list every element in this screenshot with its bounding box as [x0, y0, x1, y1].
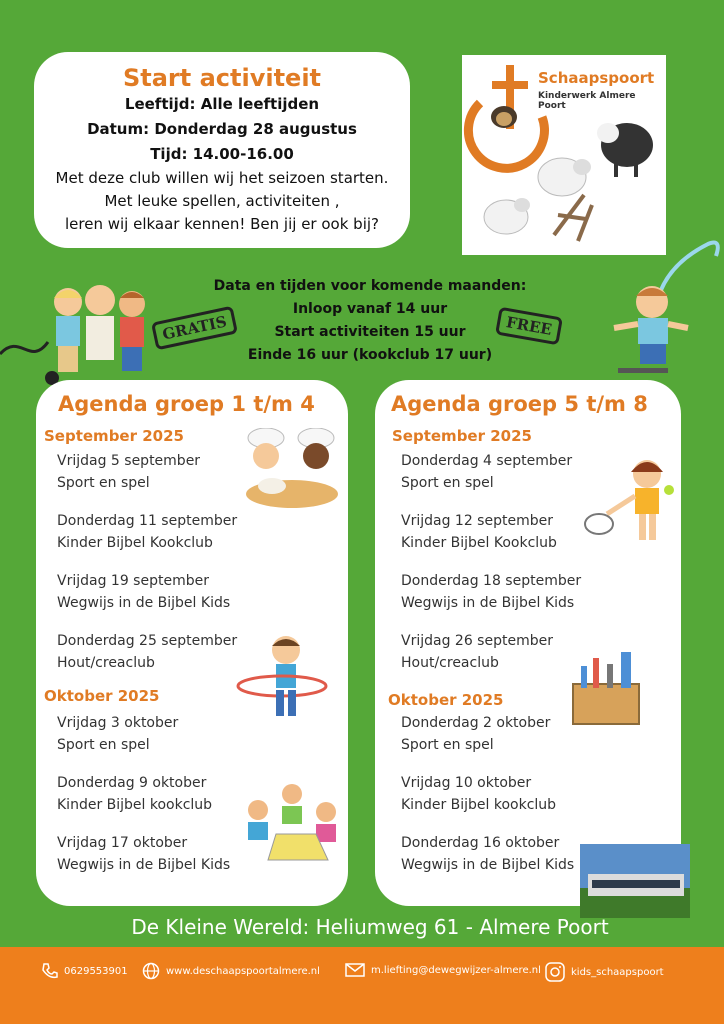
hula-hoop-kid-illustration-icon	[236, 632, 328, 724]
list-item: Vrijdag 19 september Wegwijs in de Bijbel Kids	[57, 573, 231, 611]
footer-bar	[0, 947, 724, 1024]
tennis-girl-illustration-icon	[581, 456, 677, 548]
list-item: Vrijdag 10 oktober Kinder Bijbel kookclub	[401, 775, 557, 813]
kids-group-illustration-icon	[0, 282, 155, 390]
board-game-kids-illustration-icon	[240, 782, 344, 862]
phone-icon	[40, 962, 58, 980]
start-date: Datum: Donderdag 28 augustus	[87, 120, 357, 138]
instagram-icon	[545, 962, 565, 982]
toolbox-illustration-icon	[567, 648, 649, 730]
list-item: Vrijdag 17 oktober Wegwijs in de Bijbel Kids	[57, 835, 231, 873]
footer-instagram-text: kids_schaapspoort	[571, 966, 664, 978]
footer-email[interactable]	[345, 962, 541, 978]
agenda-group-1-4	[36, 380, 348, 906]
start-time: Tijd: 14.00-16.00	[150, 145, 294, 163]
start-desc-1: Met deze club willen wij het seizoen starten.	[55, 169, 389, 187]
list-item: Donderdag 25 september Hout/creaclub	[57, 633, 238, 671]
event-address: De Kleine Wereld: Heliumweg 61 - Almere Poort	[131, 915, 609, 939]
footer-website[interactable]	[142, 962, 320, 980]
info-line-3: Einde 16 uur (kookclub 17 uur)	[247, 347, 493, 363]
list-item: Donderdag 16 oktober Wegwijs in de Bijbel Kids	[401, 835, 575, 873]
list-item: Vrijdag 5 september Sport en spel	[57, 453, 201, 491]
logo-title: Schaapspoort	[538, 69, 655, 87]
agenda-left-month-september: September 2025	[44, 427, 184, 445]
agenda-right-title: Agenda groep 5 t/m 8	[391, 392, 648, 416]
agenda-group-5-8	[375, 380, 681, 906]
chef-kids-illustration-icon	[242, 428, 346, 512]
agenda-right-month-oktober: Oktober 2025	[388, 691, 504, 709]
info-line-2: Start activiteiten 15 uur	[274, 324, 466, 340]
list-item: Vrijdag 3 oktober Sport en spel	[57, 715, 179, 753]
logo-subtitle: Kinderwerk Almere Poort	[538, 91, 636, 111]
footer-email-text: m.liefting@dewegwijzer-almere.nl	[371, 964, 541, 976]
list-item: Donderdag 18 september Wegwijs in de Bijbel Kids	[401, 573, 582, 611]
start-title: Start activiteit	[122, 64, 322, 92]
start-desc-3: leren wij elkaar kennen! Ben jij er ook bij?	[64, 215, 379, 233]
agenda-left-month-oktober: Oktober 2025	[44, 687, 160, 705]
list-item: Vrijdag 26 september Hout/creaclub	[401, 633, 553, 671]
list-item: Donderdag 4 september Sport en spel	[401, 453, 573, 491]
list-item: Donderdag 9 oktober Kinder Bijbel kookclub	[57, 775, 213, 813]
start-activity-card	[34, 52, 410, 248]
start-age: Leeftijd: Alle leeftijden	[124, 95, 320, 113]
gratis-stamp: GRATIS	[151, 306, 238, 351]
start-desc-2: Met leuke spellen, activiteiten ,	[104, 192, 340, 210]
agenda-left-title: Agenda groep 1 t/m 4	[58, 392, 315, 416]
list-item: Vrijdag 12 september Kinder Bijbel Kookclub	[401, 513, 557, 551]
mail-icon	[345, 962, 365, 978]
logo-card	[462, 55, 666, 255]
info-line-1: Inloop vanaf 14 uur	[292, 301, 448, 317]
footer-phone[interactable]	[40, 962, 128, 980]
free-stamp: FREE	[495, 307, 563, 346]
list-item: Donderdag 11 september Kinder Bijbel Kookclub	[57, 513, 238, 551]
skater-kid-illustration-icon	[604, 236, 724, 386]
list-item: Donderdag 2 oktober Sport en spel	[401, 715, 551, 753]
footer-website-text: www.deschaapspoortalmere.nl	[166, 965, 320, 977]
info-heading: Data en tijden voor komende maanden:	[213, 278, 527, 294]
footer-phone-text: 0629553901	[64, 965, 128, 977]
agenda-right-month-september: September 2025	[392, 427, 532, 445]
globe-icon	[142, 962, 160, 980]
schedule-info	[180, 275, 560, 367]
footer-instagram[interactable]	[545, 962, 664, 982]
building-photo-icon	[580, 844, 690, 918]
